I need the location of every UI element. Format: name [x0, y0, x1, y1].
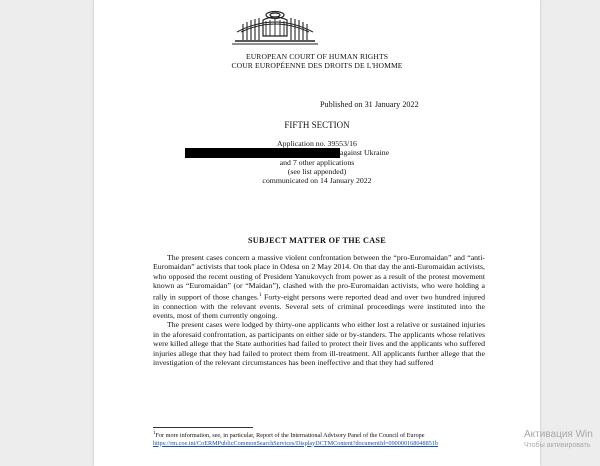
other-applications: and 7 other applications: [279, 158, 355, 167]
footnote-link[interactable]: https://rm.coe.int/CoERMPublicCommonSearchServices/DisplayDCTMContent?documentId=090000168048851b: [153, 439, 438, 447]
application-number: Application no. 39553/16: [277, 139, 357, 148]
section-title: FIFTH SECTION: [284, 120, 350, 130]
publication-date: Published on 31 January 2022: [320, 100, 419, 109]
paragraph-2: The present cases were lodged by thirty-one applicants who either lost a relative or sustained injuries in the aforesaid confrontation, as participants on either side or by-standers. The applicants whose relatives were killed allege that the State authorities had failed to protect their lives and the applicants who suffered injuries allege that they had failed to protect them from ill-treatment. All applicants further allege that the investigation of the relevant circumstances has been ineffective and that they had suffered: [153, 320, 485, 368]
list-appended-note: (see list appended): [287, 167, 347, 176]
footnote-separator: [153, 427, 253, 428]
court-building-logo-icon: [229, 6, 321, 48]
activation-subtitle: Чтобы активировать: [524, 442, 591, 449]
application-against: against Ukraine: [340, 148, 390, 157]
document-page: [94, 0, 540, 466]
court-name-english: EUROPEAN COURT OF HUMAN RIGHTS: [245, 52, 389, 61]
activation-title: Активация Win: [524, 429, 593, 440]
footnote: [153, 430, 485, 447]
subject-matter-heading: SUBJECT MATTER OF THE CASE: [247, 236, 387, 245]
footnote-text: For more information, see, in particular, Report of the International Advisory Panel of the Council of Europe: [155, 432, 425, 440]
redacted-applicant-name: [185, 148, 340, 158]
footnote-number: 1: [153, 431, 156, 436]
windows-activation-watermark: [524, 429, 593, 449]
paragraph-1-continuation: Forty-eight persons were reported dead and over two hundred injured in connection with the relevant events. Several sets of criminal proceedings were instituted into the events, most of them currently ongoing.: [153, 292, 485, 321]
case-body-text: [153, 253, 485, 367]
communication-date: communicated on 14 January 2022: [262, 176, 372, 185]
paragraph-1: [153, 253, 485, 320]
paragraph-1-text: The present cases concern a massive violent confrontation between the “pro-Euromaidan” and “anti-Euromaidan” activists that took place in Odesa on 2 May 2014. On that day the anti-Euromaidan activists, who opposed the recent ousting of President Yanukovych from power as a result of the protest movement known as “Euromaidan” (or “Maidan”), clashed with the pro-Euromaidan activists, who were holding a rally in support of those changes.: [153, 253, 485, 302]
footnote-reference[interactable]: 1: [258, 291, 262, 298]
court-name-french: COUR EUROPÉENNE DES DROITS DE L'HOMME: [231, 61, 403, 70]
